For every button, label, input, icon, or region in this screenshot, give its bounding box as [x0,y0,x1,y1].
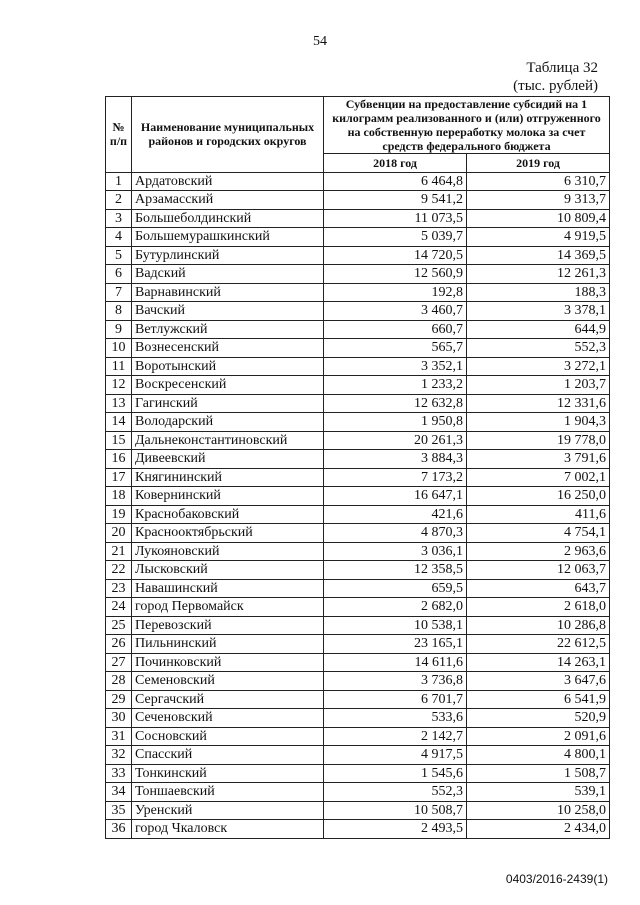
municipality-name: Бутурлинский [132,246,324,265]
table-row [106,394,610,413]
value-2019: 16 250,0 [467,487,610,506]
municipality-name: Семеновский [132,672,324,691]
table-row [106,820,610,839]
table-row [106,764,610,783]
table-row [106,653,610,672]
row-number: 10 [106,339,132,358]
municipality-name: Большемурашкинский [132,228,324,247]
value-2018: 5 039,7 [324,228,467,247]
value-2018: 3 736,8 [324,672,467,691]
value-2019: 552,3 [467,339,610,358]
header-row-main [106,97,610,154]
municipality-name: Сеченовский [132,709,324,728]
value-2018: 12 632,8 [324,394,467,413]
table-row [106,746,610,765]
row-number: 27 [106,653,132,672]
municipality-name: город Чкаловск [132,820,324,839]
value-2018: 1 233,2 [324,376,467,395]
subsidies-table [105,96,610,839]
value-2018: 20 261,3 [324,431,467,450]
row-number: 11 [106,357,132,376]
value-2019: 188,3 [467,283,610,302]
municipality-name: Тоншаевский [132,783,324,802]
value-2019: 14 369,5 [467,246,610,265]
value-2019: 2 091,6 [467,727,610,746]
value-2018: 2 493,5 [324,820,467,839]
table-units: (тыс. рублей) [513,78,598,94]
value-2019: 14 263,1 [467,653,610,672]
value-2018: 3 352,1 [324,357,467,376]
municipality-name: Ветлужский [132,320,324,339]
row-number: 2 [106,191,132,210]
value-2018: 11 073,5 [324,209,467,228]
table-row [106,801,610,820]
value-2019: 9 313,7 [467,191,610,210]
table-row [106,413,610,432]
row-number: 29 [106,690,132,709]
value-2019: 4 754,1 [467,524,610,543]
municipality-name: Большеболдинский [132,209,324,228]
value-2018: 533,6 [324,709,467,728]
municipality-name: Вадский [132,265,324,284]
row-number: 31 [106,727,132,746]
municipality-name: Уренский [132,801,324,820]
table-row [106,690,610,709]
row-number: 22 [106,561,132,580]
value-2019: 2 434,0 [467,820,610,839]
row-number: 36 [106,820,132,839]
value-2018: 2 682,0 [324,598,467,617]
value-2018: 10 508,7 [324,801,467,820]
value-2018: 4 870,3 [324,524,467,543]
row-number: 4 [106,228,132,247]
table-row [106,487,610,506]
value-2018: 23 165,1 [324,635,467,654]
municipality-name: Княгининский [132,468,324,487]
value-2019: 3 378,1 [467,302,610,321]
row-number: 18 [106,487,132,506]
table-row [106,339,610,358]
header-municipality-name: Наименование муниципальных районов и городских округов [132,97,324,173]
row-number: 30 [106,709,132,728]
value-2019: 644,9 [467,320,610,339]
table-row [106,616,610,635]
value-2018: 659,5 [324,579,467,598]
municipality-name: Лукояновский [132,542,324,561]
table-title: Таблица 32 [526,60,598,76]
municipality-name: Лысковский [132,561,324,580]
table-row [106,505,610,524]
municipality-name: Перевозский [132,616,324,635]
row-number: 24 [106,598,132,617]
municipality-name: Навашинский [132,579,324,598]
value-2018: 2 142,7 [324,727,467,746]
table-body [106,172,610,838]
municipality-name: Вачский [132,302,324,321]
row-number: 9 [106,320,132,339]
header-number: № п/п [106,97,132,173]
municipality-name: Починковский [132,653,324,672]
value-2018: 10 538,1 [324,616,467,635]
table-row [106,431,610,450]
row-number: 3 [106,209,132,228]
row-number: 20 [106,524,132,543]
value-2018: 6 701,7 [324,690,467,709]
header-year-2018: 2018 год [324,154,467,173]
municipality-name: Гагинский [132,394,324,413]
value-2019: 10 809,4 [467,209,610,228]
table-row [106,302,610,321]
value-2018: 421,6 [324,505,467,524]
value-2019: 2 618,0 [467,598,610,617]
municipality-name: Тонкинский [132,764,324,783]
table-row [106,265,610,284]
municipality-name: Ардатовский [132,172,324,191]
table-row [106,357,610,376]
row-number: 13 [106,394,132,413]
municipality-name: Спасский [132,746,324,765]
value-2019: 3 647,6 [467,672,610,691]
municipality-name: Арзамасский [132,191,324,210]
municipality-name: Воротынский [132,357,324,376]
value-2019: 3 272,1 [467,357,610,376]
value-2019: 12 063,7 [467,561,610,580]
table-row [106,172,610,191]
page-number: 54 [313,34,327,49]
value-2019: 1 203,7 [467,376,610,395]
row-number: 8 [106,302,132,321]
row-number: 6 [106,265,132,284]
value-2019: 4 919,5 [467,228,610,247]
value-2018: 192,8 [324,283,467,302]
value-2018: 1 950,8 [324,413,467,432]
value-2018: 4 917,5 [324,746,467,765]
value-2018: 3 884,3 [324,450,467,469]
municipality-name: Сосновский [132,727,324,746]
value-2019: 10 286,8 [467,616,610,635]
value-2019: 411,6 [467,505,610,524]
municipality-name: Пильнинский [132,635,324,654]
row-number: 7 [106,283,132,302]
table-row [106,524,610,543]
row-number: 35 [106,801,132,820]
row-number: 34 [106,783,132,802]
value-2018: 12 358,5 [324,561,467,580]
value-2018: 14 720,5 [324,246,467,265]
table-row [106,320,610,339]
table-row [106,228,610,247]
value-2018: 9 541,2 [324,191,467,210]
value-2018: 7 173,2 [324,468,467,487]
municipality-name: Воскресенский [132,376,324,395]
municipality-name: Вознесенский [132,339,324,358]
value-2018: 6 464,8 [324,172,467,191]
value-2018: 552,3 [324,783,467,802]
row-number: 25 [106,616,132,635]
municipality-name: Краснобаковский [132,505,324,524]
table-row [106,468,610,487]
municipality-name: Варнавинский [132,283,324,302]
value-2018: 565,7 [324,339,467,358]
table-row [106,598,610,617]
row-number: 17 [106,468,132,487]
municipality-name: Володарский [132,413,324,432]
municipality-name: Ковернинский [132,487,324,506]
row-number: 14 [106,413,132,432]
value-2019: 1 904,3 [467,413,610,432]
table-row [106,283,610,302]
table-row [106,209,610,228]
value-2018: 660,7 [324,320,467,339]
table-row [106,376,610,395]
row-number: 15 [106,431,132,450]
table-header [106,97,610,173]
value-2019: 3 791,6 [467,450,610,469]
table-row [106,561,610,580]
value-2018: 1 545,6 [324,764,467,783]
value-2019: 22 612,5 [467,635,610,654]
value-2019: 1 508,7 [467,764,610,783]
table-row [106,727,610,746]
value-2019: 7 002,1 [467,468,610,487]
value-2019: 2 963,6 [467,542,610,561]
header-subsidy-group: Субвенции на предоставление субсидий на 1 килограмм реализованного и (или) отгруженного на собственную переработку молока за счет средств федерального бюджета [324,97,610,154]
value-2019: 539,1 [467,783,610,802]
value-2019: 10 258,0 [467,801,610,820]
value-2018: 16 647,1 [324,487,467,506]
row-number: 12 [106,376,132,395]
table-row [106,542,610,561]
row-number: 32 [106,746,132,765]
value-2019: 6 310,7 [467,172,610,191]
value-2018: 14 611,6 [324,653,467,672]
table-row [106,450,610,469]
value-2019: 4 800,1 [467,746,610,765]
table-row [106,783,610,802]
value-2019: 12 261,3 [467,265,610,284]
value-2019: 19 778,0 [467,431,610,450]
municipality-name: Сергачский [132,690,324,709]
table-row [106,635,610,654]
value-2019: 12 331,6 [467,394,610,413]
value-2018: 3 036,1 [324,542,467,561]
value-2018: 12 560,9 [324,265,467,284]
row-number: 16 [106,450,132,469]
row-number: 23 [106,579,132,598]
municipality-name: Краснооктябрьский [132,524,324,543]
row-number: 5 [106,246,132,265]
row-number: 19 [106,505,132,524]
document-code: 0403/2016-2439(1) [505,872,608,886]
header-year-2019: 2019 год [467,154,610,173]
value-2019: 6 541,9 [467,690,610,709]
value-2019: 643,7 [467,579,610,598]
row-number: 28 [106,672,132,691]
table-row [106,191,610,210]
municipality-name: Дивеевский [132,450,324,469]
table-row [106,579,610,598]
municipality-name: Дальнеконстантиновский [132,431,324,450]
table-row [106,709,610,728]
row-number: 33 [106,764,132,783]
value-2019: 520,9 [467,709,610,728]
municipality-name: город Первомайск [132,598,324,617]
value-2018: 3 460,7 [324,302,467,321]
table-row [106,672,610,691]
row-number: 26 [106,635,132,654]
row-number: 1 [106,172,132,191]
table-row [106,246,610,265]
row-number: 21 [106,542,132,561]
